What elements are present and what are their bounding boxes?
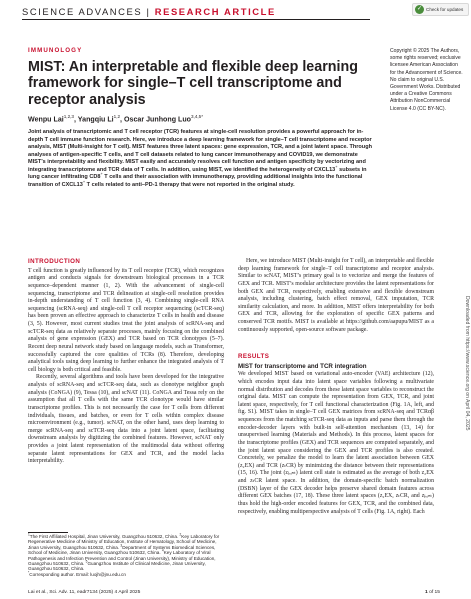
check-for-updates-label: Check for updates — [426, 7, 464, 12]
author-name[interactable]: Oscar Junhong Luo — [124, 115, 191, 124]
download-watermark — [462, 296, 470, 596]
affiliation-marker: 1 — [28, 532, 30, 537]
page-total: of 15 — [427, 590, 440, 595]
superscript: + — [82, 178, 86, 184]
footnote-rule — [28, 532, 68, 533]
subject-category: IMMUNOLOGY — [28, 47, 83, 54]
affiliation-marker: 2 — [179, 532, 182, 537]
author-name[interactable]: Yangqiu Li — [77, 115, 114, 124]
affiliation-text: Key Laboratory of Viral Pathogenesis and Infection Prevention and Control (Jinan University), Ministry of Education, Guangzhou 510632, China. — [28, 550, 216, 567]
corresponding-author: Corresponding author. Email: luojh@jnu.edu.cn — [29, 571, 126, 577]
affiliation-text: Key Laboratory for Regenerative Medicine of Ministry of Education, Institute of Hematology, School of Medicine, Jinan University, Guangzhou 510632, China. — [28, 534, 220, 550]
introduction-paragraph: T cell function is greatly influenced by its T cell receptor (TCR), which recognizes antigen and conducts signals for downstream biological processes in a TCR sequence–dependent manner (1, 2). With the advancement of single-cell sequencing, transcriptome and TCR delineation at single-cell resolution provides in-depth understanding of T cell function (3, 4). Combining single-cell RNA sequencing (scRNA-seq) and single-cell T cell receptor sequencing (scTCR-seq) has been proven an effective approach to characterize T cells in health and disease (3, 5). However, most current studies treat the joint analysis of scRNA-seq and scTCR-seq data as relatively separate processes, mainly focusing on the combined analysis of gene expression (GEX) and TCR based on TCR clonotypes (5–7). Recent deep neural network study based on language models, such as Transformer, successfully captured the core qualities of TCRs (8). Therefore, developing analytical tools using deep learning to further enhance the integrated analysis of T cell biology is both critical and feasible. — [28, 267, 224, 373]
header-rule — [22, 19, 370, 20]
affiliation-text: Guangzhou Institute of Clinical Medicine, Jinan University, Guangzhou 510632, China. — [28, 561, 206, 572]
author-affiliation-marker: 1,2,3 — [63, 114, 74, 119]
copyright-notice: Copyright © 2025 The Authors, some rights reserved; exclusive licensee American Association for the Advancement of Science. No claim to original U.S. Government Works. Distributed under a Creative Commons Attribution NonCommercial License 4.0 (CC BY-NC). — [390, 48, 463, 112]
abstract-text: Joint analysis of transcriptomic and T cell receptor (TCR) features at single-cell resolution provides a powerful approach for in-depth T cell immune function research. Here, we introduce a deep learning framework for single–T cell transcriptome and receptor analysis, MIST (Multi-insight for T cell). MIST features three latent spaces: gene expression, TCR, and a joint latent space. Through analyses of antigen-specific T cells, and T cell datasets related to lung cancer immunotherapy and COVID19, we demonstrate MIST’s interpretability and flexibility. MIST easily and accurately resolves cell function and antigen specificity by vectorizing and integrating transcriptome and TCR data of T cells. In addition, using MIST, we identified the heterogeneity of CXCL13 — [28, 129, 372, 173]
results-heading: RESULTS — [238, 353, 270, 360]
introduction-column — [28, 258, 224, 466]
author-name[interactable]: Wenpu Lai — [28, 115, 64, 124]
author-list: Wenpu Lai$^{1,2,3}$, Yangqiu Li$^{1,2}$, Oscar Junhong Luo$^{3,4,5*}$ — [28, 114, 204, 124]
abstract-text: T cells related to anti–PD-1 therapy that were not reported in the original study. — [85, 181, 295, 188]
journal-header — [22, 6, 276, 17]
article-type: RESEARCH ARTICLE — [154, 6, 276, 17]
abstract-text: T cells and their association with immunotherapy, providing additional insights into the functional transition of CXCL13 — [28, 174, 363, 188]
affiliation-marker: 3 — [120, 543, 123, 548]
page-indicator — [425, 590, 440, 595]
results-section — [238, 353, 434, 516]
article-title: MIST: An interpretable and flexible deep learning framework for single–T cell transcriptome and receptor analysis — [28, 59, 358, 108]
header-separator: | — [146, 6, 151, 17]
introduction-heading: INTRODUCTION — [28, 258, 81, 265]
journal-name: SCIENCE ADVANCES — [22, 6, 143, 17]
page-number: 1 — [425, 590, 428, 595]
superscript: + — [335, 163, 338, 169]
right-column — [238, 258, 434, 334]
affiliation-text: The First Affiliated Hospital, Jinan University, Guangzhou 510632, China. — [29, 534, 180, 539]
introduction-paragraph: Recently, several algorithms and tools have been developed for the integrative analysis of scRNA-seq and scTCR-seq data, such as clonotype neighbor graph analysis (CoNGA) (9), Tessa (10), and scNAT (11). CoNGA and Tessa rely on the assumption that all T cells with the same TCR clonotype would have similar transcriptome profiles. This is not necessarily the case for T cells from different individuals, tissues, and batches, or even for T cells within complex disease microenvironment (e.g., tumor). scNAT, on the other hand, uses deep learning to merge scRNA-seq and scTCR-seq data into a joint latent space, facilitating downstream analysis by digitizing the combined features. However, scNAT only provides a joint latent representation of the multimodal data without offering separate latent representations for GEX and TCR, and the model lacks interpretability. — [28, 374, 224, 465]
abstract — [28, 129, 373, 189]
affiliations — [28, 534, 224, 577]
affiliation-marker: 5 — [85, 559, 88, 564]
download-watermark-text: Downloaded from https://www.science.org on April 04, 2025 — [464, 296, 470, 431]
author-affiliation-marker: 3,4,5* — [191, 114, 204, 119]
author-affiliation-marker: 1,2 — [113, 114, 121, 119]
affiliation-text: Department of Systems Biomedical Sciences, School of Medicine, Jinan University, Guangzhou 510632, China. — [28, 544, 216, 556]
check-for-updates-button[interactable] — [412, 3, 469, 16]
abstract-text: subsets in lung cancer infiltrating CD8 — [28, 166, 367, 181]
results-paragraph: We developed MIST based on variational auto-encoder (VAE) architecture (12), which encodes input data into latent space variables following a multivariate normal distribution and decodes from these latent space variables to reconstruct the original data. MIST can compute the representation from GEX, TCR, and joint latent space, respectively, for T cell functional characterization (Fig. 1A, left, and fig. S1). MIST takes in single–T cell GEX matrices from scRNA-seq and TCRαβ sequences from the matching scTCR-seq data as inputs and parse them through the encoder-decoder layers with built-in self-attention mechanism (13, 14) for unsupervised learning (Materials and Methods). In this process, latent spaces for the transcriptome profiles (GEX) and TCR sequences are computed separately, and the joint latent space considering the GEX and TCR profiles is also created. Concretely, we penalize the model to learn the latent association between GEX (z₂EX) and TCR (zₜCR) by minimizing the distance between their representations (15, 16). The joint (zⱼₒᵢₙₜ) latent cell state is estimated as the average of both z₂EX and zₜCR latent space. In addition, the domain-specific batch normalization (DSBN) layer of the GEX decoder helps preserve shared domain features across different GEX batches (17, 18). These three latent spaces (z₂EX, zₜCR, and zⱼₒᵢₙₜ) thus hold the high-order encoded features for GEX, TCR, and the combined data, respectively, enabling multiperspective analysis of T cells (Fig. 1A, right). Each — [238, 371, 434, 515]
results-subheading: MIST for transcriptome and TCR integration — [238, 362, 367, 370]
citation-footer: Lai et al., Sci. Adv. 11, eadr7134 (2025) 4 April 2025 — [28, 590, 141, 595]
affiliation-marker: * — [28, 570, 30, 575]
introduction-paragraph: Here, we introduce MIST (Multi-insight for T cell), an interpretable and flexible deep learning framework for single–T cell transcriptome and receptor analysis. Similar to scNAT, MIST’s primary goal is to vectorize and merge the features of GEX and TCR. MIST’s modular architecture provides the latent representations for both GEX and TCR, respectively, enabling extensive and flexible downstream analysis, including clustering, batch effect removal, GEX imputation, TCR similarity calculation, and more. In addition, MIST offers interpretability for both GEX and TCR, allowing for the exploration of specific GEX patterns and conserved TCR motifs. MIST is available at https://github.com/aapupu/MIST as a continuously supported, open-source software package. — [238, 258, 434, 333]
affiliation-marker: 4 — [161, 548, 164, 553]
check-circle-icon: ✓ — [416, 6, 423, 12]
superscript: + — [100, 171, 103, 177]
